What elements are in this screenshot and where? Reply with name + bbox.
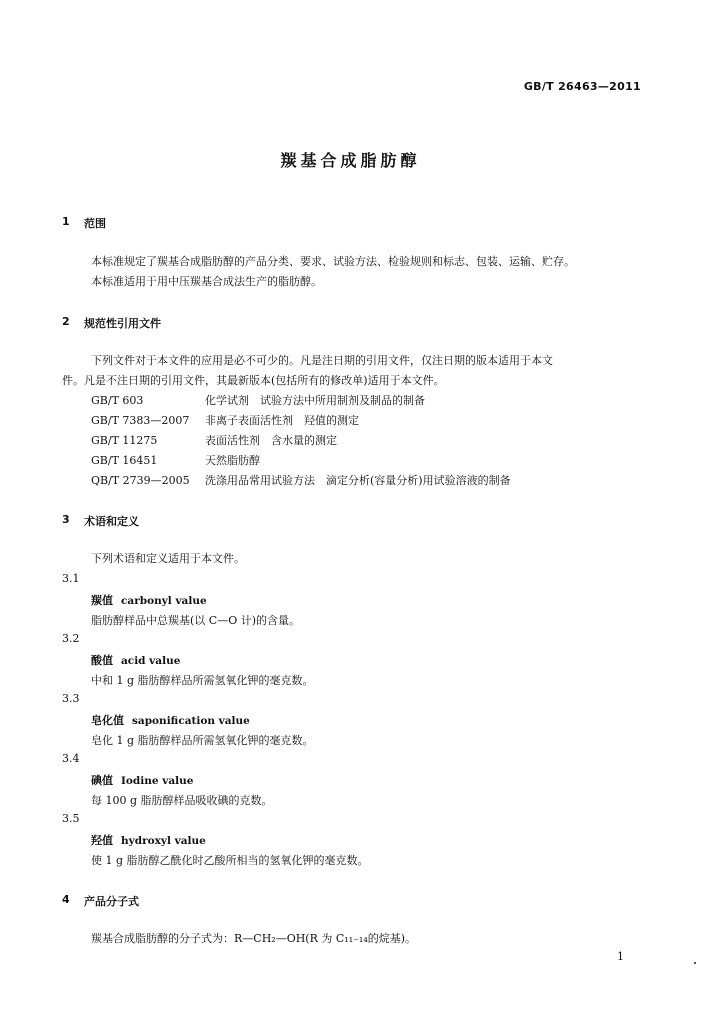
reference-code: GB/T 16451 xyxy=(91,454,158,467)
reference-item xyxy=(91,392,425,408)
standard-number: GB/T 26463—2011 xyxy=(523,80,641,93)
reference-code: GB/T 7383—2007 xyxy=(91,414,190,427)
section-title: 范围 xyxy=(84,217,106,230)
reference-item xyxy=(91,412,359,428)
reference-title: 洗涤用品常用试验方法 滴定分析(容量分析)用试验溶液的制备 xyxy=(205,474,511,487)
section-title: 规范性引用文件 xyxy=(84,317,161,330)
term-definition: 每 100 g 脂肪醇样品吸收碘的克数。 xyxy=(91,794,273,807)
term-english: hydroxyl value xyxy=(121,835,206,847)
reference-code: QB/T 2739—2005 xyxy=(91,474,190,487)
term-heading xyxy=(91,652,180,668)
term-english: saponification value xyxy=(132,715,250,727)
term-chinese: 酸值 xyxy=(91,654,113,667)
section-title: 术语和定义 xyxy=(84,515,139,528)
reference-code: GB/T 11275 xyxy=(91,434,158,447)
section-number: 1 xyxy=(62,215,70,228)
term-heading xyxy=(91,592,207,608)
scan-speck xyxy=(694,962,696,964)
term-chinese: 羰值 xyxy=(91,594,113,607)
reference-title: 化学试剂 试验方法中所用制剂及制品的制备 xyxy=(205,394,425,407)
term-english: Iodine value xyxy=(121,775,194,787)
paragraph: 本标准规定了羰基合成脂肪醇的产品分类、要求、试验方法、检验规则和标志、包装、运输、贮存。 xyxy=(91,255,575,268)
reference-title: 表面活性剂 含水量的测定 xyxy=(205,434,337,447)
term-number: 3.3 xyxy=(62,692,80,705)
reference-code: GB/T 603 xyxy=(91,394,144,407)
reference-item xyxy=(91,452,260,468)
paragraph: 本标准适用于用中压羰基合成法生产的脂肪醇。 xyxy=(91,275,322,288)
section-number: 4 xyxy=(62,893,70,906)
term-chinese: 羟值 xyxy=(91,834,113,847)
paragraph: 下列文件对于本文件的应用是必不可少的。凡是注日期的引用文件，仅注日期的版本适用于本文 xyxy=(91,354,553,367)
paragraph: 羰基合成脂肪醇的分子式为：R—CH₂—OH(R 为 C₁₁₋₁₄的烷基)。 xyxy=(91,932,417,945)
term-number: 3.5 xyxy=(62,812,80,825)
term-chinese: 碘值 xyxy=(91,774,113,787)
term-number: 3.4 xyxy=(62,752,80,765)
term-chinese: 皂化值 xyxy=(91,714,124,727)
paragraph: 下列术语和定义适用于本文件。 xyxy=(91,552,245,565)
reference-item xyxy=(91,472,511,488)
term-number: 3.2 xyxy=(62,632,80,645)
paragraph-continued: 件。凡是不注日期的引用文件，其最新版本(包括所有的修改单)适用于本文件。 xyxy=(62,374,445,387)
reference-title: 天然脂肪醇 xyxy=(205,454,260,467)
term-definition: 使 1 g 脂肪醇乙酰化时乙酸所相当的氢氧化钾的毫克数。 xyxy=(91,854,369,867)
page-number: 1 xyxy=(617,950,624,963)
section-number: 2 xyxy=(62,315,70,328)
term-english: acid value xyxy=(121,655,181,667)
term-heading xyxy=(91,712,250,728)
term-english: carbonyl value xyxy=(121,595,207,607)
term-number: 3.1 xyxy=(62,572,80,585)
section-title: 产品分子式 xyxy=(84,895,139,908)
term-definition: 脂肪醇样品中总羰基(以 C—O 计)的含量。 xyxy=(91,614,301,627)
term-heading xyxy=(91,772,193,788)
section-number: 3 xyxy=(62,513,70,526)
term-definition: 皂化 1 g 脂肪醇样品所需氢氧化钾的毫克数。 xyxy=(91,734,314,747)
term-definition: 中和 1 g 脂肪醇样品所需氢氧化钾的毫克数。 xyxy=(91,674,314,687)
reference-item xyxy=(91,432,337,448)
term-heading xyxy=(91,832,206,848)
reference-title: 非离子表面活性剂 羟值的测定 xyxy=(205,414,359,427)
document-title: 羰基合成脂肪醇 xyxy=(280,151,421,170)
